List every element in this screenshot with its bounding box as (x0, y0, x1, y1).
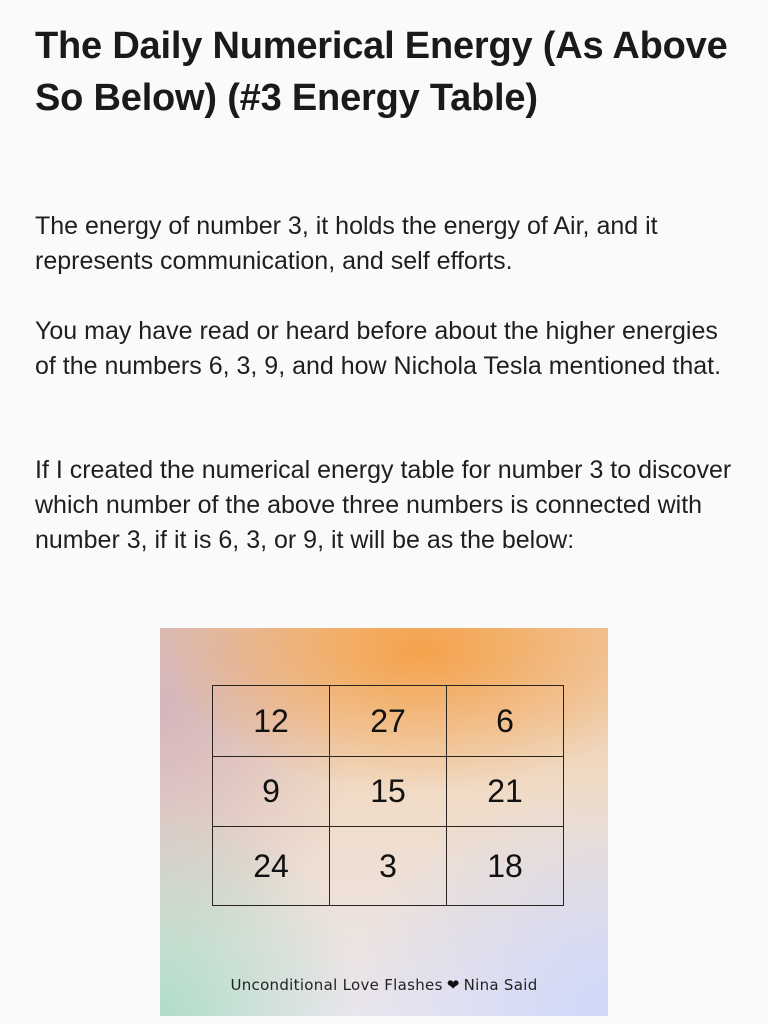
table-row (213, 757, 564, 827)
table-cell: 12 (213, 686, 330, 757)
table-row (213, 827, 564, 906)
energy-table-image (160, 628, 608, 1016)
table-row (213, 686, 564, 757)
credit-author: Nina Said (463, 976, 538, 994)
table-cell: 3 (330, 827, 447, 906)
table-cell: 18 (447, 827, 564, 906)
table-cell: 24 (213, 827, 330, 906)
article (35, 20, 735, 554)
paragraph-tesla: You may have read or heard before about the higher energies of the numbers 6, 3, 9, and how Nichola Tesla mentioned that. (35, 317, 722, 380)
table-cell: 21 (447, 757, 564, 827)
table-cell: 6 (447, 686, 564, 757)
energy-table (212, 685, 564, 906)
table-cell: 15 (330, 757, 447, 827)
credit-source: Unconditional Love Flashes (230, 976, 443, 994)
paragraph-air-energy: The energy of number 3, it holds the energy of Air, and it represents communication, and self efforts. (35, 212, 658, 275)
table-cell: 9 (213, 757, 330, 827)
paragraph-energy-table-intro: If I created the numerical energy table for number 3 to discover which number of the above three numbers is connected with number 3, if it is 6, 3, or 9, it will be as the below: (35, 456, 732, 554)
image-credit (160, 976, 608, 994)
heart-icon: ❤ (446, 976, 460, 994)
article-title: The Daily Numerical Energy (As Above So Below) (#3 Energy Table) (35, 25, 728, 119)
table-cell: 27 (330, 686, 447, 757)
